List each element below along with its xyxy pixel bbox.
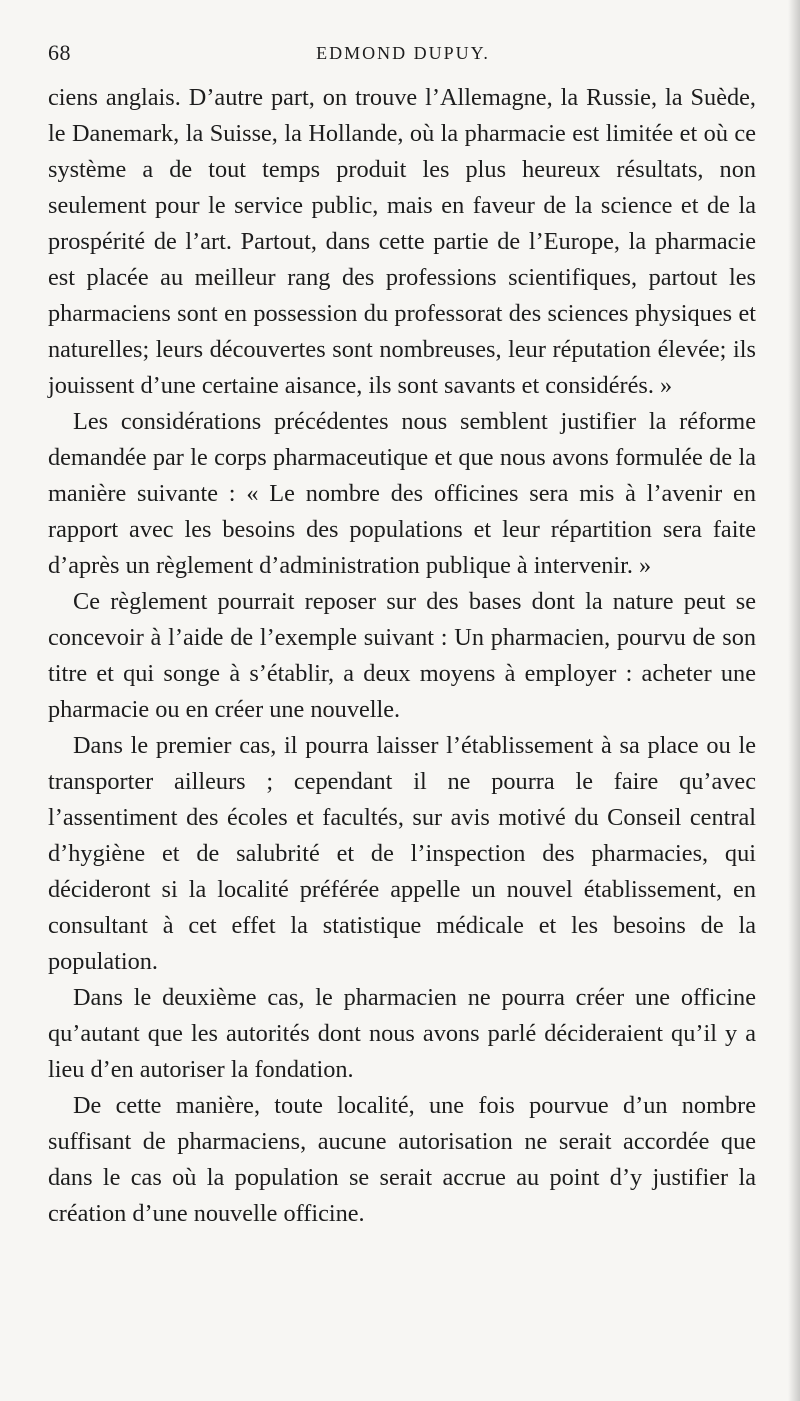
body-text: [48, 80, 756, 1232]
paragraph-6: De cette manière, toute localité, une fois pourvue d’un nombre suffisant de pharmaciens, aucune autorisation ne serait accordée que dans le cas où la population se serait accrue au point d’y justifier la création d’une nouvelle officine.: [48, 1092, 756, 1227]
page-header: [48, 40, 758, 70]
paragraph-4: Dans le premier cas, il pourra laisser l’établissement à sa place ou le transporter ailleurs ; cependant il ne pourra le faire qu’avec l’assentiment des écoles et facultés, sur avis motivé du Conseil central d’hygiène et de salubrité et de l’inspection des pharmacies, qui décideront si la localité préférée appelle un nouvel établissement, en consultant à cet effet la statistique médicale et les besoins de la population.: [48, 732, 756, 975]
paragraph-3: Ce règlement pourrait reposer sur des bases dont la nature peut se concevoir à l’aide de l’exemple suivant : Un pharmacien, pourvu de son titre et qui songe à s’établir, a deux moyens à employer : acheter une pharmacie ou en créer une nouvelle.: [48, 588, 756, 723]
running-title: EDMOND DUPUY.: [316, 43, 490, 63]
page-number: 68: [48, 40, 71, 65]
paragraph-1: ciens anglais. D’autre part, on trouve l’Allemagne, la Russie, la Suède, le Danemark, la Suisse, la Hollande, où la pharmacie est limitée et où ce système a de tout temps produit les plus heureux résultats, non seulement pour le service public, mais en faveur de la science et de la prospérité de l’art. Partout, dans cette partie de l’Europe, la pharmacie est placée au meilleur rang des professions scientifiques, partout les pharmaciens sont en possession du professorat des sciences physiques et naturelles; leurs découvertes sont nombreuses, leur réputation élevée; ils jouissent d’une certaine aisance, ils sont savants et considérés. »: [48, 84, 756, 399]
paragraph-5: Dans le deuxième cas, le pharmacien ne pourra créer une officine qu’autant que les autorités dont nous avons parlé décideraient qu’il y a lieu d’en autoriser la fondation.: [48, 984, 756, 1083]
page-edge-shadow: [788, 0, 800, 1401]
paragraph-2: Les considérations précédentes nous semblent justifier la réforme demandée par le corps pharmaceutique et que nous avons formulée de la manière suivante : « Le nombre des officines sera mis à l’avenir en rapport avec les besoins des populations et leur répartition sera faite d’après un règlement d’administration publique à intervenir. »: [48, 408, 756, 579]
